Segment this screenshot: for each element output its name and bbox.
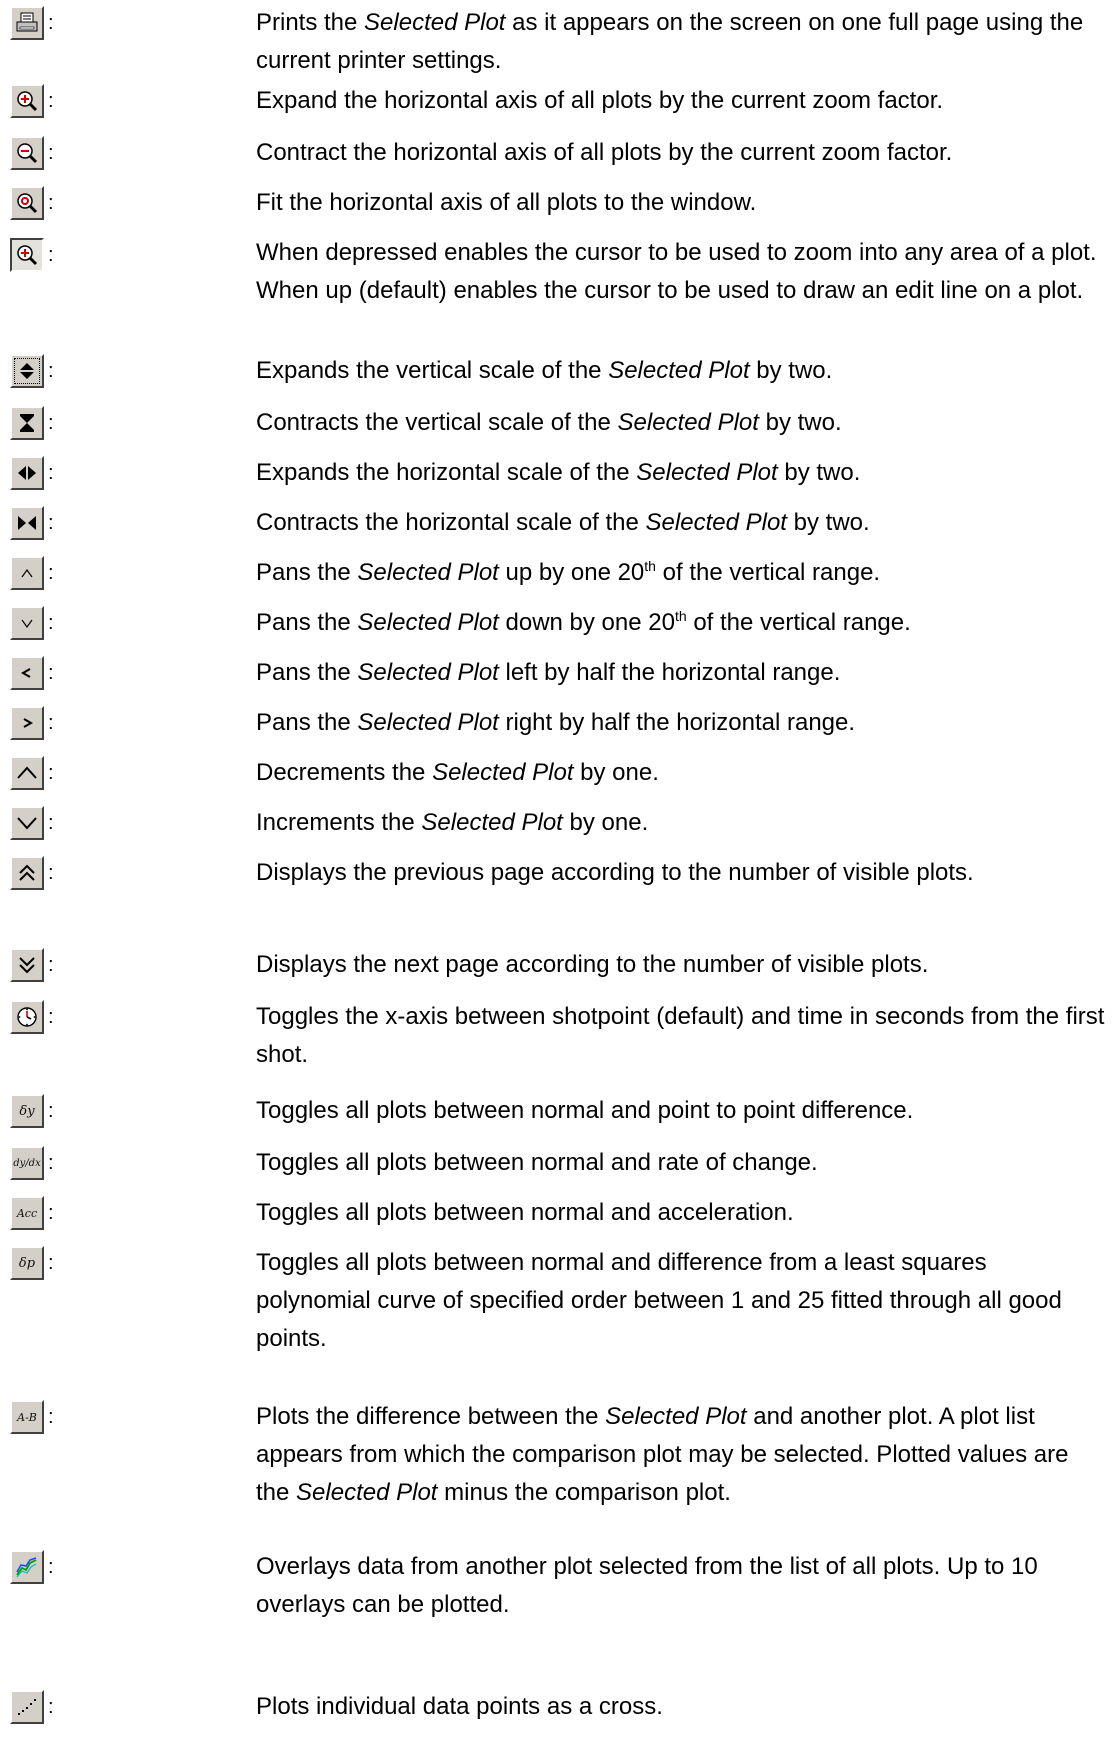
description: Toggles all plots between normal and difference from a least squares polynomial curve of specified order between 1 and 25 fitted through all good points. [256,1249,1062,1352]
description: Decrements the Selected Plot by one. [256,759,659,786]
zoom-fit-icon[interactable] [10,186,44,220]
acc-icon[interactable] [10,1196,44,1230]
description: Displays the next page according to the number of visible plots. [256,951,929,978]
a-minus-b-label: A-B [17,1410,37,1424]
description: Toggles all plots between normal and point to point difference. [256,1097,914,1124]
zoom-cursor-icon[interactable] [10,238,44,272]
pan-down-icon[interactable] [10,606,44,640]
delta-p-label: δp [18,1255,36,1271]
colon: : [48,1100,54,1122]
description: Expand the horizontal axis of all plots by the current zoom factor. [256,87,944,114]
acc-label: Acc [16,1206,38,1220]
colon: : [48,812,54,834]
colon: : [48,412,54,434]
zoom-in-icon[interactable] [10,84,44,118]
colon: : [48,360,54,382]
expand-horizontal-icon[interactable] [10,456,44,490]
colon: : [48,1406,54,1428]
clock-icon[interactable] [10,1000,44,1034]
delta-y-label: δy [19,1103,35,1119]
double-chevron-down-icon[interactable] [10,948,44,982]
description: Increments the Selected Plot by one. [256,809,649,836]
colon: : [48,512,54,534]
colon: : [48,1152,54,1174]
colon: : [48,862,54,884]
contract-horizontal-icon[interactable] [10,506,44,540]
description: Contract the horizontal axis of all plots by the current zoom factor. [256,139,953,166]
colon: : [48,1556,54,1578]
description: Plots the difference between the Selected Plot and another plot. A plot list appears from which the comparison plot may be selected. Plotted values are the Selected Plot minus the comparison plot. [256,1403,1069,1506]
double-chevron-up-icon[interactable] [10,856,44,890]
colon: : [48,462,54,484]
description: Overlays data from another plot selected from the list of all plots. Up to 10 overlays can be plotted. [256,1553,1038,1618]
description: Expands the vertical scale of the Selected Plot by two. [256,357,833,384]
colon: : [48,562,54,584]
description: Expands the horizontal scale of the Selected Plot by two. [256,459,861,486]
chevron-down-icon[interactable] [10,806,44,840]
colon: : [48,90,54,112]
description: Toggles all plots between normal and rate of change. [256,1149,818,1176]
colon: : [48,662,54,684]
dy-dx-label: dy/dx [13,1157,41,1169]
dy-dx-icon[interactable] [10,1146,44,1180]
expand-vertical-icon[interactable] [10,354,44,388]
printer-icon[interactable] [10,6,44,40]
contract-vertical-icon[interactable] [10,406,44,440]
colon: : [48,954,54,976]
description: Contracts the vertical scale of the Selected Plot by two. [256,409,842,436]
colon: : [48,192,54,214]
colon: : [48,12,54,34]
description: Toggles the x-axis between shotpoint (default) and time in seconds from the first shot. [256,1003,1105,1068]
pan-left-icon[interactable] [10,656,44,690]
colon: : [48,1252,54,1274]
description: Pans the Selected Plot left by half the horizontal range. [256,659,841,686]
a-minus-b-icon[interactable] [10,1400,44,1434]
description: Pans the Selected Plot down by one 20th of the vertical range. [256,608,911,636]
zoom-out-icon[interactable] [10,136,44,170]
pan-right-icon[interactable] [10,706,44,740]
colon: : [48,612,54,634]
chevron-up-icon[interactable] [10,756,44,790]
colon: : [48,1696,54,1718]
pan-up-icon[interactable] [10,556,44,590]
description: Fit the horizontal axis of all plots to the window. [256,189,757,216]
overlay-icon[interactable] [10,1550,44,1584]
description: Contracts the horizontal scale of the Selected Plot by two. [256,509,870,536]
delta-y-icon[interactable] [10,1094,44,1128]
delta-p-icon[interactable] [10,1246,44,1280]
colon: : [48,244,54,266]
description: Displays the previous page according to the number of visible plots. [256,859,974,886]
description: Toggles all plots between normal and acceleration. [256,1199,794,1226]
description: When depressed enables the cursor to be used to zoom into any area of a plot. When up (default) enables the cursor to be used to draw an edit line on a plot. [256,239,1097,304]
cross-points-icon[interactable] [10,1690,44,1724]
description: Prints the Selected Plot as it appears on the screen on one full page using the current printer settings. [256,9,1084,74]
description: Pans the Selected Plot right by half the horizontal range. [256,709,856,736]
colon: : [48,1202,54,1224]
description: Pans the Selected Plot up by one 20th of the vertical range. [256,558,881,586]
colon: : [48,1006,54,1028]
colon: : [48,712,54,734]
colon: : [48,762,54,784]
colon: : [48,142,54,164]
description: Plots individual data points as a cross. [256,1693,663,1720]
